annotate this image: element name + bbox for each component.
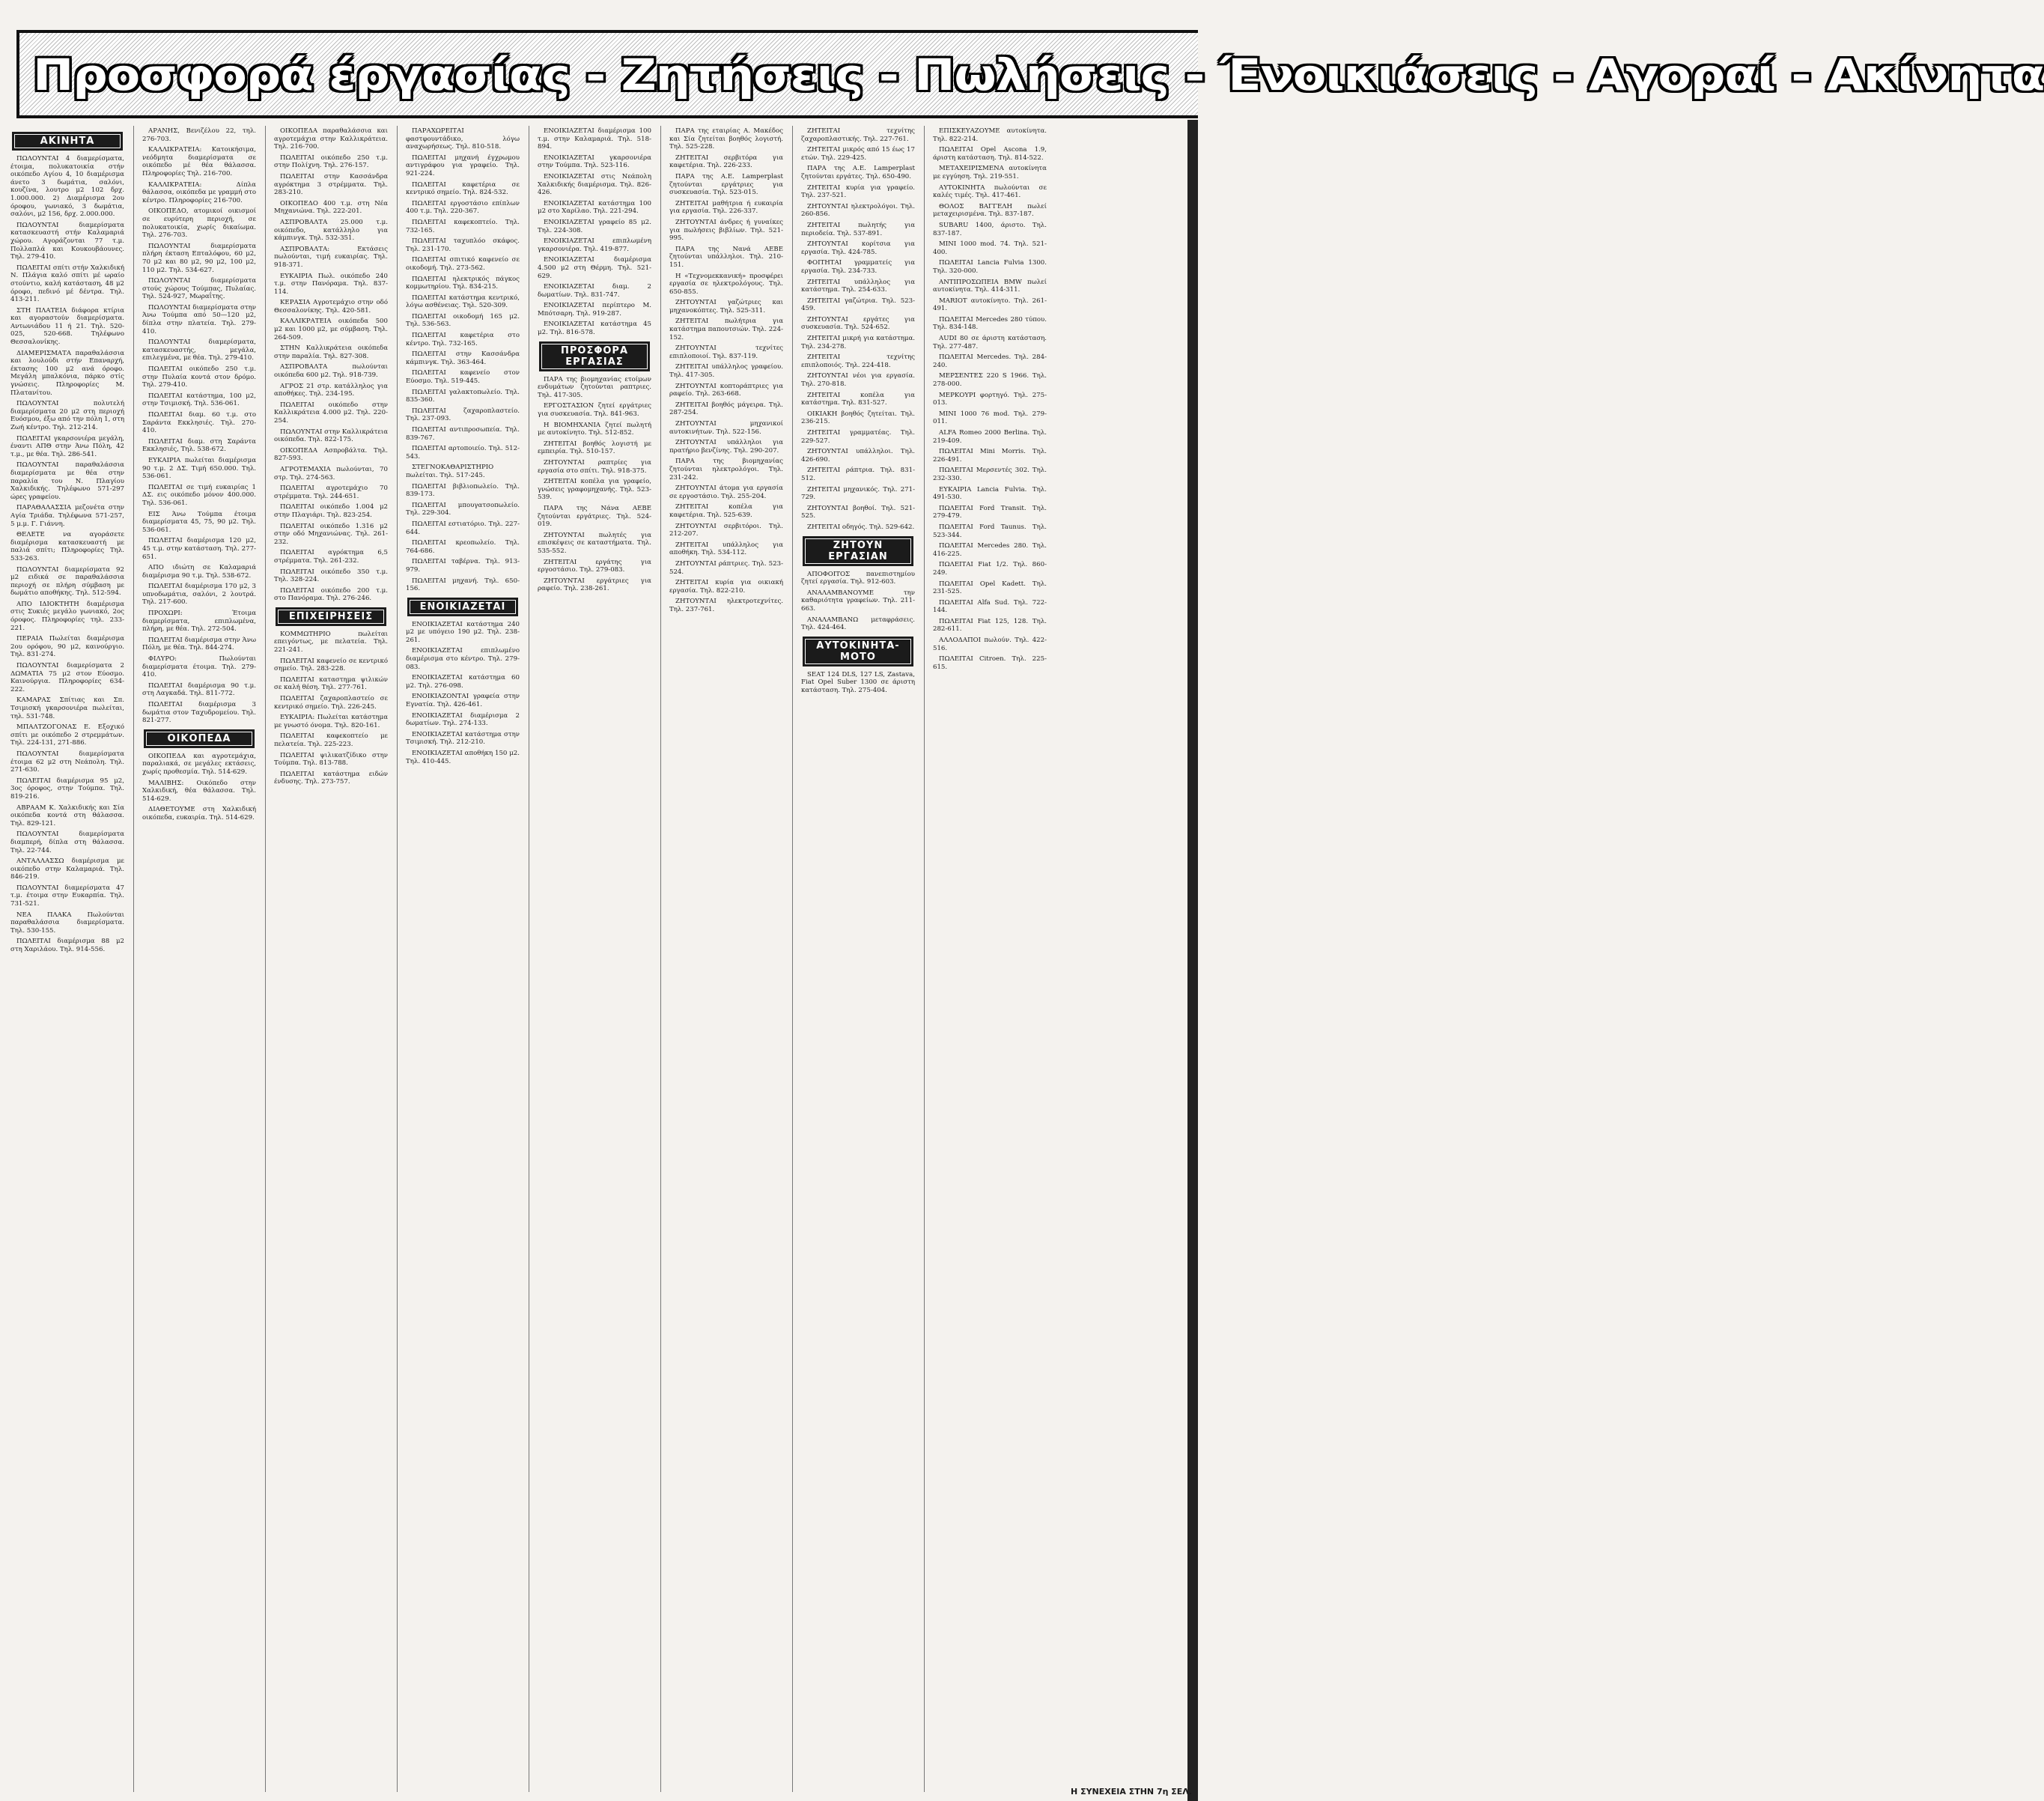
classified-ad: ΠΩΛΕΙΤΑΙ εστιατόριο. Τηλ. 227-644. (406, 520, 520, 536)
classified-ad: ΖΗΤΕΙΤΑΙ εργάτης για εργοστάσιο. Τηλ. 279-083. (538, 558, 651, 574)
classified-ad: ΖΗΤΟΥΝΤΑΙ βοηθοί. Τηλ. 521-525. (801, 504, 915, 520)
page-edge-strip (1187, 120, 1198, 1801)
classified-ad: ΑΒΡΑΑΜ Κ. Χαλκιδικής και Σία οικόπεδα κοντά στη θάλασσα. Τηλ. 829-121. (10, 804, 124, 827)
classified-ad: SUBARU 1400, άριστο. Τηλ. 837-187. (933, 221, 1047, 237)
classified-ad: ΠΩΛΕΙΤΑΙ Ford Transit. Τηλ. 279-479. (933, 504, 1047, 520)
classified-ad: ΑΠΟ ΙΔΙΟΚΤΗΤΗ διαμέρισμα στις Συκιές μεγάλο γωνιακό, 2ος όροφος. Πληροφορίες τηλ. 233-221. (10, 600, 124, 632)
classified-ad: ΠΑΡΑ της εταιρίας Α. Μακέδος και Σία ζητείται βοηθός λογιστή. Τηλ. 525-228. (669, 127, 783, 151)
classified-ad: ΠΩΛΕΙΤΑΙ ζαχαροπλαστείο. Τηλ. 237-093. (406, 407, 520, 423)
classified-ad: ΖΗΤΕΙΤΑΙ υπάλληλος για κατάστημα. Τηλ. 254-633. (801, 278, 915, 294)
classified-ad: ΖΗΤΕΙΤΑΙ μαθήτρια ή ευκαιρία για εργασία. Τηλ. 226-337. (669, 199, 783, 216)
classified-ad: ΖΗΤΕΙΤΑΙ μηχανικός. Τηλ. 271-729. (801, 485, 915, 502)
classified-ad: ΖΗΤΟΥΝΤΑΙ κοπτοράπτριες για ραφείο. Τηλ. 263-668. (669, 382, 783, 398)
classified-ad: ΜΕΡΣΕΝΤΕΣ 220 S 1966. Τηλ. 278-000. (933, 372, 1047, 389)
classified-ad: ΑΝΑΛΑΜΒΑΝΩ μεταφράσεις. Τηλ. 424-464. (801, 616, 915, 632)
classified-ad: ΖΗΤΕΙΤΑΙ κυρία για γραφείο. Τηλ. 237-521. (801, 183, 915, 200)
classified-ad: ΠΩΛΕΙΤΑΙ ζαχαροπλαστείο σε κεντρικό σημείο. Τηλ. 226-245. (274, 695, 388, 711)
classified-ad: ΖΗΤΕΙΤΑΙ βοηθός μάγειρα. Τηλ. 287-254. (669, 401, 783, 417)
classified-ad: ΦΙΛΥΡΟ: Πωλούνται διαμερίσματα έτοιμα. Τηλ. 279-410. (142, 655, 256, 679)
classified-ad: ΕΥΚΑΙΡΙΑ: Πωλείται κατάστημα με γνωστό όνομα. Τηλ. 820-161. (274, 714, 388, 729)
classified-ad: ΕΥΚΑΙΡΙΑ Lancia Fulvia. Τηλ. 491-530. (933, 485, 1047, 502)
classified-ad: ΠΩΛΕΙΤΑΙ καφετέρια στο κέντρο. Τηλ. 732-165. (406, 332, 520, 347)
classified-ad: ΠΩΛΕΙΤΑΙ οικόπεδο 350 τ.μ. Τηλ. 328-224. (274, 568, 388, 584)
section-heading: ΟΙΚΟΠΕΔΑ (144, 729, 255, 748)
classified-ad: ΠΩΛΕΙΤΑΙ κατάστημα ειδών ένδυσης. Τηλ. 273-757. (274, 770, 388, 786)
classified-ad: ΠΩΛΕΙΤΑΙ εργοστάσιο επίπλων 400 τ.μ. Τηλ. 220-367. (406, 199, 520, 216)
classified-ad: ΠΩΛΕΙΤΑΙ Μερσεντές 302. Τηλ. 232-330. (933, 467, 1047, 482)
classified-ad: ΔΙΑΜΕΡΙΣΜΑΤΑ παραθαλάσσια και λουλούδι στήν Επαναρχή, έκτασης 100 μ2 ανά όροφο. Μεγάλη μπαλκόνια, πάρκο στίς γνώσεις. Πληροφορίες Μ. Πλατανίτου. (10, 349, 124, 397)
classified-ad: ΖΗΤΕΙΤΑΙ υπάλληλος γραφείου. Τηλ. 417-305. (669, 363, 783, 380)
classified-ad: ΑΥΤΟΚΙΝΗΤΑ πωλούνται σε καλές τιμές. Τηλ. 417-461. (933, 183, 1047, 200)
classified-ad: ΠΩΛΕΙΤΑΙ διαμέρισμα 120 μ2, 45 τ.μ. στην κατάσταση. Τηλ. 277-651. (142, 537, 256, 561)
classified-ad: ΠΩΛΕΙΤΑΙ καταστημα ψιλικών σε καλή θέση. Τηλ. 277-761. (274, 675, 388, 692)
classified-ad: ΕΠΙΣΚΕΥΑΖΟΥΜΕ αυτοκίνητα. Τηλ. 822-214. (933, 127, 1047, 143)
classified-ad: ΕΝΟΙΚΙΑΖΕΤΑΙ κατάστημα 45 μ2. Τηλ. 816-578. (538, 321, 651, 337)
classified-ad: ΠΩΛΕΙΤΑΙ αρτοποιείο. Τηλ. 512-543. (406, 445, 520, 461)
ad-column (10, 127, 124, 1782)
classified-ad: ΠΩΛΟΥΝΤΑΙ διαμερίσματα 47 τ.μ. έτοιμα στην Ευκαρπία. Τηλ. 731-521. (10, 884, 124, 908)
classified-ad: ΠΩΛΕΙΤΑΙ διαμέρισμα 88 μ2 στη Χαριλάου. Τηλ. 914-556. (10, 938, 124, 954)
classified-ad: ΠΩΛΕΙΤΑΙ ηλεκτρικός πάγκος κομμωτηρίου. Τηλ. 834-215. (406, 275, 520, 291)
classified-ad: ΖΗΤΕΙΤΑΙ σερβιτόρα για καφετέρια. Τηλ. 226-233. (669, 154, 783, 170)
column-separator (924, 126, 925, 1792)
classified-ad: ΣΤΗΝ Καλλικράτεια οικόπεδα στην παραλία. Τηλ. 827-308. (274, 344, 388, 360)
classified-ad: ΑΛΛΟΔΑΠΟΙ πωλούν. Τηλ. 422-516. (933, 637, 1047, 652)
classified-ad: ΠΩΛΟΥΝΤΑΙ διαμερίσματα 92 μ2 ειδικά σε παραθαλάσσια περιοχή σε πλήρη σύμβαση με δωμάτιο αποθήκης. Τηλ. 512-594. (10, 565, 124, 598)
classified-ad: MARIOT αυτοκίνητο. Τηλ. 261-491. (933, 297, 1047, 313)
classified-ad: ΝΕΑ ΠΛΑΚΑ Πωλούνται παραθαλάσσια διαμερίσματα. Τηλ. 530-155. (10, 911, 124, 935)
classified-ad: ΠΩΛΟΥΝΤΑΙ διαμερίσματα πλήρη έκταση Επταλόφου, 60 μ2, 70 μ2 και 80 μ2, 90 μ2, 100 μ2, 110 μ2. Τηλ. 534-627. (142, 242, 256, 274)
classified-ad: ΖΗΤΟΥΝΤΑΙ ηλεκτροτεχνίτες. Τηλ. 237-761. (669, 598, 783, 613)
classified-ad: ΖΗΤΟΥΝΤΑΙ γαζώτριες και μηχανοκόπτες. Τηλ. 525-311. (669, 299, 783, 315)
classified-ad: ΠΩΛΕΙΤΑΙ καφενείο στον Εύοσμο. Τηλ. 519-445. (406, 369, 520, 386)
classifieds-banner (16, 30, 2044, 118)
classified-ad: ΑΣΠΡΟΒΑΛΤΑ 25.000 τ.μ. οικόπεδο, κατάλληλο για κάμπινγκ. Τηλ. 532-351. (274, 218, 388, 243)
classified-ad: ΠΩΛΕΙΤΑΙ σπίτι στήν Χαλκιδική Ν. Πλάγια καλό σπίτι μέ ωραίο στούντιο, καλή κατάσταση, 48 μ2 όροφο, πεδινό μέ δέντρα. Τηλ. 413-211. (10, 264, 124, 304)
classified-ad: ΠΩΛΕΙΤΑΙ οικόπεδο 1.316 μ2 στην οδό Μηχανιώνας. Τηλ. 261-232. (274, 522, 388, 546)
classified-ad: ΕΝΟΙΚΙΑΖΕΤΑΙ επιπλωμένη γκαρσονιέρα. Τηλ. 419-877. (538, 237, 651, 253)
classified-ad: ΖΗΤΟΥΝΤΑΙ ραπτρίες για εργασία στο σπίτι. Τηλ. 918-375. (538, 459, 651, 475)
classified-ad: ΕΡΓΟΣΤΑΣΙΟΝ ζητεί εργάτριες για συσκευασία. Τηλ. 841-963. (538, 402, 651, 419)
classified-ad: ΠΩΛΕΙΤΑΙ Fiat 125, 128. Τηλ. 282-611. (933, 617, 1047, 634)
classified-ad: ΠΩΛΕΙΤΑΙ οικοδομή 165 μ2. Τηλ. 536-563. (406, 312, 520, 329)
classified-ad: ΕΝΟΙΚΙΑΖΕΤΑΙ διαμέρισμα 4.500 μ2 στη Θέρμη. Τηλ. 521-629. (538, 256, 651, 280)
classified-ad: ΑΝΤΑΛΛΑΣΣΩ διαμέρισμα με οικόπεδο στην Καλαμαριά. Τηλ. 846-219. (10, 857, 124, 881)
classified-ad: ΖΗΤΟΥΝΤΑΙ υπάλληλοι. Τηλ. 426-690. (801, 448, 915, 464)
classified-ad: ΕΝΟΙΚΙΑΖΕΤΑΙ γκαρσονιέρα στην Τούμπα. Τηλ. 523-116. (538, 154, 651, 170)
classified-ad: ΦΟΙΤΗΤΑΙ γραμματείς για εργασία. Τηλ. 234-733. (801, 259, 915, 275)
classified-ad: ΕΝΟΙΚΙΑΖΕΤΑΙ περίπτερο Μ. Μπότσαρη. Τηλ. 919-287. (538, 302, 651, 318)
classified-ad: ΠΩΛΕΙΤΑΙ οικόπεδο 250 τ.μ. στην Πολίχνη. Τηλ. 276-157. (274, 154, 388, 170)
column-separator (133, 126, 134, 1792)
classified-ad: ΠΩΛΕΙΤΑΙ καφενείο σε κεντρικό σημείο. Τηλ. 283-228. (274, 657, 388, 673)
classified-ad: ΟΙΚΙΑΚΗ βοηθός ζητείται. Τηλ. 236-215. (801, 410, 915, 426)
classified-ad: ΠΩΛΟΥΝΤΑΙ 4 διαμερίσματα, έτοιμα, πολυκατοικία στήν οικόπεδο Αγίου 4, 10 διαμέρισμα άνετο 3 δωμάτια, σαλόνι, κουζίνα, λουτρο μ2 102 δρχ. 1.000.000. 2) Διαμέρισμα 2ου όροφου, γωνιακό, 3 δωμάτια, σαλόνι, μ2 156, δρχ. 2.000.000. (10, 155, 124, 219)
classified-ad: SEAT 124 DLS, 127 LS, Zastava, Fiat Opel Suber 1300 σε άριστη κατάσταση. Τηλ. 275-404. (801, 670, 915, 694)
classified-ad: ΖΗΤΟΥΝΤΑΙ υπάλληλοι για πρατήριο βενζίνης. Τηλ. 290-207. (669, 439, 783, 455)
classified-ad: ΠΩΛΕΙΤΑΙ μηχανή. Τηλ. 650-156. (406, 577, 520, 593)
classified-ad: ΕΝΟΙΚΙΑΖΟΝΤΑΙ γραφεία στην Εγνατία. Τηλ. 426-461. (406, 693, 520, 709)
classified-ad: ΠΑΡΑΘΑΛΑΣΣΙΑ μεζονέτα στην Αγία Τριάδα. Τηλέφωνα 571-257, 5 μ.μ. Γ. Γιάννη. (10, 504, 124, 528)
classified-ad: ΟΙΚΟΠΕΔΑ και αγροτεμάχια, παραλιακά, σε μεγάλες εκτάσεις, χωρίς προθεσμία. Τηλ. 514-629. (142, 752, 256, 776)
classified-ad: ΠΩΛΕΙΤΑΙ Mercedes 280 τύπου. Τηλ. 834-148. (933, 315, 1047, 332)
classified-ad: ΠΩΛΕΙΤΑΙ στην Κασσάνδρα κάμπινγκ. Τηλ. 363-464. (406, 350, 520, 366)
classified-ad: ΖΗΤΟΥΝΤΑΙ μηχανικοί αυτοκινήτων. Τηλ. 522-156. (669, 420, 783, 436)
classified-ad: MINI 1000 76 mod. Τηλ. 279-011. (933, 410, 1047, 426)
classified-ad: ΕΙΣ Άνω Τούμπα έτοιμα διαμερίσματα 45, 75, 90 μ2. Τηλ. 536-061. (142, 510, 256, 534)
classified-ad: ΠΩΛΕΙΤΑΙ κατάστημα κεντρικό, λόγω ασθένειας. Τηλ. 520-309. (406, 294, 520, 310)
classified-ad: ΖΗΤΕΙΤΑΙ κοπέλα για γραφείο, γνώσεις γραφομηχανής. Τηλ. 523-539. (538, 478, 651, 502)
classified-ad: ΠΩΛΟΥΝΤΑΙ διαμερίσματα έτοιμα 62 μ2 στη Νεάπολη. Τηλ. 271-630. (10, 750, 124, 774)
classified-ad: ΠΩΛΕΙΤΑΙ καφεκοπτείο με πελατεία. Τηλ. 225-223. (274, 732, 388, 748)
classified-ad: ΠΩΛΕΙΤΑΙ αγροτεμάχιο 70 στρέμματα. Τηλ. 244-651. (274, 485, 388, 500)
classified-ad: ΠΩΛΕΙΤΑΙ Mini Morris. Τηλ. 226-491. (933, 448, 1047, 464)
classified-ad: ΜΕΡΚΟΥΡΙ φορτηγό. Τηλ. 275-013. (933, 391, 1047, 407)
classified-ad: ΕΝΟΙΚΙΑΖΕΤΑΙ επιπλωμένο διαμέρισμα στο κέντρο. Τηλ. 279-083. (406, 647, 520, 671)
classified-ad: ΠΩΛΕΙΤΑΙ Opel Ascona 1.9, άριστη κατάσταση. Τηλ. 814-522. (933, 146, 1047, 162)
section-heading: ΑΥΤΟΚΙΝΗΤΑ-ΜΟΤΟ (803, 637, 913, 666)
classified-ad: ΖΗΤΕΙΤΑΙ κοπέλα για κατάστημα. Τηλ. 831-527. (801, 391, 915, 407)
classified-ad: ΠΩΛΕΙΤΑΙ διαμέρισμα 95 μ2, 3ος όροφος, στην Τούμπα. Τηλ. 819-216. (10, 777, 124, 801)
classified-ad: ΠΑΡΑ της βιομηχανίας ζητούνται ηλεκτρολόγοι. Τηλ. 231-242. (669, 458, 783, 482)
classified-ad: ΑΓΡΟΣ 21 στρ. κατάλληλος για αποθήκες. Τηλ. 234-195. (274, 382, 388, 398)
classified-ad: ΖΗΤΟΥΝΤΑΙ πωλητές για επισκέψεις σε καταστήματα. Τηλ. 535-552. (538, 531, 651, 555)
classified-ad: ΖΗΤΕΙΤΑΙ υπάλληλος για αποθήκη. Τηλ. 534-112. (669, 541, 783, 557)
section-heading: ΠΡΟΣΦΟΡΑ ΕΡΓΑΣΙΑΣ (539, 341, 650, 371)
classified-ad: ΠΩΛΟΥΝΤΑΙ διαμερίσματα στούς χώρους Τούμπας, Πυλαίας. Τηλ. 524-927, Μωραΐτης. (142, 277, 256, 301)
classified-ad: ΠΩΛΕΙΤΑΙ διαμ. στη Σαράντα Εκκλησιές, Τηλ. 538-672. (142, 437, 256, 454)
classified-ad: ΖΗΤΟΥΝΤΑΙ εργάτριες για ραφείο. Τηλ. 238-261. (538, 577, 651, 593)
classified-ad: ΕΥΚΑΙΡΙΑ Πωλ. οικόπεδο 240 τ.μ. στην Πανόραμα. Τηλ. 837-114. (274, 272, 388, 296)
classified-ad: ΠΑΡΑ της Α.Ε. Lamperplast ζητούνται εργάτριες για συσκευασία. Τηλ. 523-015. (669, 172, 783, 197)
classified-ad: ΠΩΛΕΙΤΑΙ βιβλιοπωλείο. Τηλ. 839-173. (406, 482, 520, 499)
classified-ad: ΖΗΤΟΥΝΤΑΙ ράπτριες. Τηλ. 523-524. (669, 559, 783, 576)
classified-ad: AUDI 80 σε άριστη κατάσταση. Τηλ. 277-487. (933, 335, 1047, 350)
classified-ad: ΕΝΟΙΚΙΑΖΕΤΑΙ κατάστημα 240 μ2 με υπόγειο 190 μ2. Τηλ. 238-261. (406, 620, 520, 644)
classified-ad: ΠΩΛΕΙΤΑΙ οικόπεδο 1.004 μ2 στην Πλαγιάρι. Τηλ. 823-254. (274, 503, 388, 519)
column-separator (397, 126, 398, 1792)
classified-ad: ΠΩΛΕΙΤΑΙ Mercedes 280. Τηλ. 416-225. (933, 542, 1047, 558)
ad-column (669, 127, 783, 1782)
ad-column (801, 127, 915, 1782)
ad-column (406, 127, 520, 1782)
classified-ad: ΖΗΤΕΙΤΑΙ βοηθός λογιστή με εμπειρία. Τηλ. 510-157. (538, 440, 651, 456)
classified-ad: ΠΩΛΕΙΤΑΙ οικόπεδο στην Καλλικράτεια 4.000 μ2. Τηλ. 220-254. (274, 401, 388, 425)
classified-ad: ΚΑΛΛΙΚΡΑΤΕΙΑ: Δίπλα θάλασσα, οικόπεδα με γραμμή στο κέντρο. Πληροφορίες 216-700. (142, 180, 256, 204)
classified-ad: ΠΩΛΕΙΤΑΙ διαμ. 60 τ.μ. στο Σαράντα Εκκλησιές. Τηλ. 270-410. (142, 411, 256, 435)
section-heading: ΖΗΤΟΥΝ ΕΡΓΑΣΙΑΝ (803, 536, 913, 566)
banner-title: Προσφορά έργασίας - Ζητήσεις - Πωλήσεις - Ένοικιάσεις - Αγοραί - Ακίνητα (33, 49, 2044, 100)
classified-ad: ΖΗΤΕΙΤΑΙ τεχνίτης ζαχαροπλαστικής. Τηλ. 227-761. (801, 127, 915, 143)
classified-ad: ΠΩΛΕΙΤΑΙ διαμέρισμα 170 μ2, 3 υπνοδωμάτια, σαλόνι, 2 λουτρά. Τηλ. 217-600. (142, 583, 256, 607)
classified-ad: ΑΠΟΦΟΙΤΟΣ πανεπιστημίου ζητεί εργασία. Τηλ. 912-603. (801, 570, 915, 586)
classified-ad: ΕΥΚΑΙΡΙΑ πωλείται διαμέρισμα 90 τ.μ. 2 ΔΣ. Τιμή 650.000. Τηλ. 536-061. (142, 456, 256, 481)
classified-ad: ΖΗΤΕΙΤΑΙ πωλητής για περιοδεία. Τηλ. 537-891. (801, 221, 915, 237)
classified-ad: ΘΟΛΟΣ ΒΑΓΓΕΛΗ πωλεί μεταχειρισμένα. Τηλ. 837-187. (933, 202, 1047, 219)
classified-ad: ΠΩΛΕΙΤΑΙ αντιπροσωπεία. Τηλ. 839-767. (406, 426, 520, 442)
classified-ad: ΖΗΤΕΙΤΑΙ μικρή για κατάστημα. Τηλ. 234-278. (801, 335, 915, 350)
classified-ad: ΑΣΠΡΟΒΑΛΤΑ: Εκτάσεις πωλούνται, τιμή ευκαιρίας. Τηλ. 918-371. (274, 245, 388, 269)
classified-ad: ΠΩΛΟΥΝΤΑΙ στην Καλλικράτεια οικόπεδα. Τηλ. 822-175. (274, 428, 388, 444)
classified-ad: ΑΝΤΙΠΡΟΣΩΠΕΙΑ BMW πωλεί αυτοκίνητα. Τηλ. 414-311. (933, 278, 1047, 294)
classified-ad: ΠΩΛΕΙΤΑΙ ταβέρνα. Τηλ. 913-979. (406, 558, 520, 574)
classified-ad: ΖΗΤΟΥΝΤΑΙ ηλεκτρολόγοι. Τηλ. 260-856. (801, 202, 915, 219)
classified-ad: ΕΝΟΙΚΙΑΖΕΤΑΙ στις Νεάπολη Χαλκιδικής διαμέρισμα. Τηλ. 826-426. (538, 172, 651, 197)
continuation-note: Η ΣΥΝΕΧΕΙΑ ΣΤΗΝ 7η ΣΕΛ. (1071, 1787, 1192, 1797)
classified-ad: ΠΩΛΕΙΤΑΙ σπιτικό καφενείο σε οικοδομή. Τηλ. 273-562. (406, 256, 520, 272)
classified-ad: ΠΩΛΕΙΤΑΙ Ford Taunus. Τηλ. 523-344. (933, 523, 1047, 539)
classified-ad: ΠΩΛΕΙΤΑΙ σε τιμή ευκαιρίας 1 ΔΣ. εις οικόπεδο μόνον 400.000. Τηλ. 536-061. (142, 483, 256, 507)
classified-ad: ΚΑΛΛΙΚΡΑΤΕΙΑ οικόπεδα 500 μ2 και 1000 μ2, με σύμβαση. Τηλ. 264-509. (274, 318, 388, 341)
classified-ad: ΠΡΟΧΩΡΙ: Έτοιμα διαμερίσματα, επιπλωμένα, πλήρη, με θέα. Τηλ. 272-504. (142, 610, 256, 634)
classified-ad: ΠΩΛΕΙΤΑΙ ταχυπλόο σκάφος. Τηλ. 231-170. (406, 237, 520, 253)
classified-ad: ΣΤΗ ΠΛΑΤΕΙΑ διάφορα κτίρια και αγοραστούν διαμερίσματα. Αντωνιάδου 11 ή 21. Τηλ. 520-025, 520-668. Τηλέφωνο Θεσσαλονίκης. (10, 306, 124, 347)
classified-ad: ΖΗΤΟΥΝΤΑΙ σερβιτόροι. Τηλ. 212-207. (669, 522, 783, 538)
classified-ad: ΠΑΡΑ της βιομηχανίας ετοίμων ενδυμάτων ζητούνται ραπτριες. Τηλ. 417-305. (538, 375, 651, 399)
classified-ad: ΖΗΤΕΙΤΑΙ κοπέλα για καφετέρια. Τηλ. 525-639. (669, 503, 783, 519)
classified-ad: ΜΕΤΑΧΕΙΡΙΣΜΕΝΑ αυτοκίνητα με εγγύηση. Τηλ. 219-551. (933, 165, 1047, 180)
classified-ad: ΣΤΕΓΝΟΚΑΘΑΡΙΣΤΗΡΙΟ πωλείται. Τηλ. 517-245. (406, 464, 494, 479)
classified-ad: ΚΟΜΜΩΤΗΡΙΟ πωλείται επειγόντως, με πελατεία. Τηλ. 221-241. (274, 630, 388, 655)
ad-column (274, 127, 388, 1782)
classified-ad: ΕΝΟΙΚΙΑΖΕΤΑΙ αποθήκη 150 μ2. Τηλ. 410-445. (406, 750, 520, 765)
classified-ad: ΠΩΛΕΙΤΑΙ διαμέρισμα 90 τ.μ. στη Λαγκαδά. Τηλ. 811-772. (142, 681, 256, 698)
classified-ad: ΖΗΤΟΥΝΤΑΙ τεχνίτες επιπλοποιοί. Τηλ. 837-119. (669, 344, 783, 360)
classified-ad: ΖΗΤΕΙΤΑΙ τεχνίτης επιπλοποιός. Τηλ. 224-418. (801, 353, 915, 369)
classified-ad: ΠΩΛΟΥΝΤΑΙ διαμερίσματα, κατασκευαστής, μεγάλα, επιλεγμένα, με θέα. Τηλ. 279-410. (142, 338, 256, 362)
classified-ad: ΖΗΤΟΥΝΤΑΙ εργάτες για συσκευασία. Τηλ. 524-652. (801, 315, 915, 332)
classified-ad: Η ΒΙΟΜΗΧΑΝΙΑ ζητεί πωλητή με αυτοκίνητο. Τηλ. 512-852. (538, 421, 651, 437)
classified-ad: ΠΩΛΕΙΤΑΙ καφεκοπτείο. Τηλ. 732-165. (406, 218, 520, 234)
classified-ad: ΠΑΡΑ της Νάνα ΑΕΒΕ ζητούνται εργάτριες. Τηλ. 524-019. (538, 504, 651, 529)
classified-ad: ΕΝΟΙΚΙΑΖΕΤΑΙ διαμέρισμα 2 δωματίων. Τηλ. 274-133. (406, 711, 520, 728)
classified-ad: ΕΝΟΙΚΙΑΖΕΤΑΙ γραφείο 85 μ2. Τηλ. 224-308. (538, 218, 651, 234)
classified-ad: ΖΗΤΟΥΝΤΑΙ κορίτσια για εργασία. Τηλ. 424-785. (801, 240, 915, 256)
classified-ad: ΠΩΛΕΙΤΑΙ γκαρσονιέρα μεγάλη, έναντι ΑΠΘ στην Άνω Πόλη, 42 τ.μ., με θέα. Τηλ. 286-541. (10, 434, 124, 458)
classified-ad: ΖΗΤΕΙΤΑΙ πωλήτρια για κατάστημα παπουτσιών. Τηλ. 224-152. (669, 318, 783, 341)
classified-ad: ΠΩΛΕΙΤΑΙ οικόπεδο 200 τ.μ. στο Πανόραμα. Τηλ. 276-246. (274, 586, 388, 603)
classified-ad: Η «Τεχνομεκκανική» προσφέρει εργασία σε ηλεκτρολόγους. Τηλ. 650-855. (669, 272, 783, 296)
classified-ad: ΘΕΛΕΤΕ να αγοράσετε διαμέρισμα κατασκευαστή με παλιά σπίτι; Πληροφορίες Τηλ. 533-263. (10, 531, 124, 562)
classified-ad: MINI 1000 mod. 74. Τηλ. 521-400. (933, 240, 1047, 256)
classified-ad: ΠΩΛΕΙΤΑΙ μπουγατσοπωλείο. Τηλ. 229-304. (406, 501, 520, 517)
classified-ad: ΠΩΛΟΥΝΤΑΙ πολυτελή διαμερίσματα 20 μ2 στη περιοχή Ευόσμου, έξω από την πόλη 1, στη Ζωή κέντρο. Τηλ. 212-214. (10, 400, 124, 431)
classified-ad: ΕΝΟΙΚΙΑΖΕΤΑΙ διαμέρισμα 100 τ.μ. στην Καλαμαριά. Τηλ. 518-894. (538, 127, 651, 151)
ad-column (933, 127, 1047, 1782)
classified-ad: ΚΑΜΑΡΑΣ Σπίτιας και Σπ. Τσιμισκή γκαρσονιέρα πωλείται, τηλ. 531-748. (10, 696, 124, 720)
classified-ad: ΠΕΡΑΙΑ Πωλείται διαμέρισμα 2ου ορόφου, 90 μ2, καινούργιο. Τηλ. 831-274. (10, 635, 124, 659)
ad-column (142, 127, 256, 1782)
classified-ad: ΕΝΟΙΚΙΑΖΕΤΑΙ κατάστημα 100 μ2 στο Χαρίλαο. Τηλ. 221-294. (538, 199, 651, 216)
ad-column (538, 127, 651, 1782)
classified-ad: ΠΩΛΕΙΤΑΙ διαμέρισμα στην Άνω Πόλη, με θέα. Τηλ. 844-274. (142, 636, 256, 652)
classified-ad: ΟΙΚΟΠΕΔΑ Ασπροβάλτα. Τηλ. 827-593. (274, 446, 388, 463)
classified-ad: ΠΩΛΕΙΤΑΙ Opel Kadett. Τηλ. 231-525. (933, 580, 1047, 596)
classified-ad: ΚΑΛΛΙΚΡΑΤΕΙΑ: Κατοικήσιμα, νεόδμητα διαμερίσματα σε οικόπεδο μέ θέα θάλασσα. Πληροφορίες Τηλ. 216-700. (142, 146, 256, 177)
classified-ad: ΠΩΛΟΥΝΤΑΙ παραθαλάσσια διαμερίσματα με θέα στην παραλία του Ν. Πλαγίου Χαλκιδικής. Τηλέφωνο 571-297 ώρες γραφείου. (10, 461, 124, 501)
classified-ad: ΠΑΡΑ της Νανά ΑΕΒΕ ζητούνται υπάλληλοι. Τηλ. 210-151. (669, 245, 783, 269)
classified-ad: ΠΩΛΟΥΝΤΑΙ διαμερίσματα διαμπερή, δίπλα στη θάλασσα. Τηλ. 22-744. (10, 830, 124, 854)
classified-ad: ΠΩΛΕΙΤΑΙ κατάστημα, 100 μ2, στην Τσιμισκή. Τηλ. 536-061. (142, 392, 256, 408)
classified-ad: ΖΗΤΕΙΤΑΙ κυρία για οικιακή εργασία. Τηλ. 822-210. (669, 579, 783, 595)
classified-ad: ΠΩΛΕΙΤΑΙ Fiat 1/2. Τηλ. 860-249. (933, 561, 1047, 577)
classified-ad: ΜΑΛΙΒΗΣ: Οικόπεδο στην Χαλκιδική, θέα θάλασσα. Τηλ. 514-629. (142, 779, 256, 803)
classified-ad: ΠΩΛΟΥΝΤΑΙ διαμερίσματα 2 ΔΩΜΑΤΙΑ 75 μ2 στον Εύοσμο. Καινούργια. Πληροφορίες 634-222. (10, 662, 124, 693)
classified-ad: ΑΝΑΛΑΜΒΑΝΟΥΜΕ την καθαριότητα γραφείων. Τηλ. 211-663. (801, 589, 915, 613)
classified-ad: ΠΩΛΕΙΤΑΙ οικόπεδο 250 τ.μ. στην Πυλαία κοντά στον δρόμο. Τηλ. 279-410. (142, 365, 256, 389)
classified-ad: ΔΙΑΘΕΤΟΥΜΕ στη Χαλκιδική οικόπεδα, ευκαιρία. Τηλ. 514-629. (142, 806, 256, 821)
column-separator (660, 126, 661, 1792)
column-separator (265, 126, 266, 1792)
classified-ad: ΕΝΟΙΚΙΑΖΕΤΑΙ κατάστημα 60 μ2. Τηλ. 276-098. (406, 674, 520, 690)
classified-ad: ΠΩΛΕΙΤΑΙ στην Κασσάνδρα αγρόκτημα 3 στρέμματα. Τηλ. 283-210. (274, 172, 388, 197)
section-heading: ΕΠΙΧΕΙΡΗΣΕΙΣ (276, 607, 386, 626)
classified-ad: ΖΗΤΕΙΤΑΙ μικρός από 15 έως 17 ετών. Τηλ. 229-425. (801, 146, 915, 162)
column-separator (792, 126, 793, 1792)
classified-ad: ΠΩΛΕΙΤΑΙ Mercedes. Τηλ. 284-240. (933, 353, 1047, 369)
classified-ad: ΖΗΤΟΥΝΤΑΙ άτομα για εργασία σε εργοστάσιο. Τηλ. 255-204. (669, 485, 783, 500)
classified-ad: ΟΙΚΟΠΕΔΟ, ατομικοί οικισμοί σε ευρύτερη περιοχή, σε πολυκατοικία, χωρίς δικαίωμα. Τηλ. 276-703. (142, 207, 256, 240)
classified-ad: ALFA Romeo 2000 Berlina. Τηλ. 219-409. (933, 429, 1047, 445)
classified-ad: ΖΗΤΕΙΤΑΙ οδηγός. Τηλ. 529-642. (807, 523, 915, 531)
classified-ad: ΠΩΛΕΙΤΑΙ γαλακτοπωλείο. Τηλ. 835-360. (406, 388, 520, 404)
classified-ad: ΟΙΚΟΠΕΔΟ 400 τ.μ. στη Νέα Μηχανιώνα. Τηλ. 222-201. (274, 199, 388, 216)
classified-ad: ΑΡΑΝΗΣ, Βενιζέλου 22, τηλ. 276-703. (142, 127, 256, 143)
classified-ad: ΖΗΤΟΥΝΤΑΙ άνδρες ή γυναίκες για πωλήσεις βιβλίων. Τηλ. 521-995. (669, 218, 783, 243)
classified-ad: ΠΩΛΟΥΝΤΑΙ διαμερίσματα στην Άνω Τούμπα από 50—120 μ2, δίπλα στην πλατεία. Τηλ. 279-410. (142, 303, 256, 335)
classified-ad: ΖΗΤΕΙΤΑΙ γραμματέας. Τηλ. 229-527. (801, 429, 915, 445)
classified-ad: ΠΩΛΕΙΤΑΙ Lancia Fulvia 1300. Τηλ. 320-000. (933, 259, 1047, 275)
classified-ad: ΑΣΠΡΟΒΑΛΤΑ πωλούνται οικόπεδα 600 μ2. Τηλ. 918-739. (274, 363, 388, 380)
classified-ad: ΠΩΛΕΙΤΑΙ καφετέρια σε κεντρικό σημείο. Τηλ. 824-532. (406, 180, 520, 197)
classified-ad: ΕΝΟΙΚΙΑΖΕΤΑΙ διαμ. 2 δωματίων. Τηλ. 831-747. (538, 283, 651, 299)
classified-ad: ΠΩΛΕΙΤΑΙ κρεοπωλείο. Τηλ. 764-686. (406, 539, 520, 555)
section-heading: ΑΚΙΝΗΤΑ (12, 132, 123, 151)
classified-ad: ΕΝΟΙΚΙΑΖΕΤΑΙ κατάστημα στην Τσιμισκή. Τηλ. 212-210. (406, 730, 520, 747)
classified-ad: ΑΠΟ ιδιώτη σε Καλαμαριά διαμέρισμα 90 τ.μ. Τηλ. 538-672. (142, 564, 256, 580)
section-heading: ΕΝΟΙΚΙΑΖΕΤΑΙ (407, 598, 518, 616)
classified-ad: ΠΑΡΑ της Α.Ε. Lamperplast ζητούνται εργάτες. Τηλ. 650-490. (801, 165, 915, 180)
classified-ad: ΠΩΛΕΙΤΑΙ Citroen. Τηλ. 225-615. (933, 655, 1047, 671)
classified-ad: ΠΩΛΕΙΤΑΙ ψιλικατζίδικο στην Τούμπα. Τηλ. 813-788. (274, 751, 388, 768)
classified-ad: ΠΩΛΟΥΝΤΑΙ διαμερίσματα κατασκευαστή στήν Καλαμαριά χώρου. Αγοράζονται 77 τ.μ. Πολλαπλά και Κουκουβάουνες. Τηλ. 279-410. (10, 221, 124, 261)
classified-ad: ΠΑΡΑΧΩΡΕΙΤΑΙ φαστφουντάδικο, λόγω αναχωρήσεως. Τηλ. 810-518. (406, 127, 520, 151)
classified-ad: ΖΗΤΕΙΤΑΙ ράπτρια. Τηλ. 831-512. (801, 467, 915, 482)
classified-ad: ΖΗΤΕΙΤΑΙ γαζώτρια. Τηλ. 523-459. (801, 297, 915, 313)
classified-ad: ΖΗΤΟΥΝΤΑΙ νέοι για εργασία. Τηλ. 270-818. (801, 372, 915, 389)
classified-ad: ΜΠΑΛΤΖΟΓΟΝΑΣ Ε. Εξοχικό σπίτι με οικόπεδο 2 στρεμμάτων. Τηλ. 224-131, 271-886. (10, 723, 124, 747)
classified-ad: ΠΩΛΕΙΤΑΙ διαμέρισμα 3 δωμάτια στον Ταχυδρομείου. Τηλ. 821-277. (142, 701, 256, 725)
classified-ad: ΠΩΛΕΙΤΑΙ μηχανή έγχρωμου αντιγράφου για γραφείο. Τηλ. 921-224. (406, 154, 520, 177)
classified-ad: ΠΩΛΕΙΤΑΙ Alfa Sud. Τηλ. 722-144. (933, 598, 1047, 615)
classified-ad: ΚΕΡΑΣΙΑ Αγροτεμάχιο στην οδό Θεσσαλονίκης. Τηλ. 420-581. (274, 299, 388, 315)
classified-ad: ΠΩΛΕΙΤΑΙ αγρόκτημα 6,5 στρέμματα. Τηλ. 261-232. (274, 549, 388, 565)
classified-ad: ΟΙΚΟΠΕΔΑ παραθαλάσσια και αγροτεμάχια στην Καλλικράτεια. Τηλ. 216-700. (274, 127, 388, 151)
classified-ad: ΑΓΡΟΤΕΜΑΧΙΑ πωλούνται, 70 στρ. Τηλ. 274-563. (274, 465, 388, 482)
